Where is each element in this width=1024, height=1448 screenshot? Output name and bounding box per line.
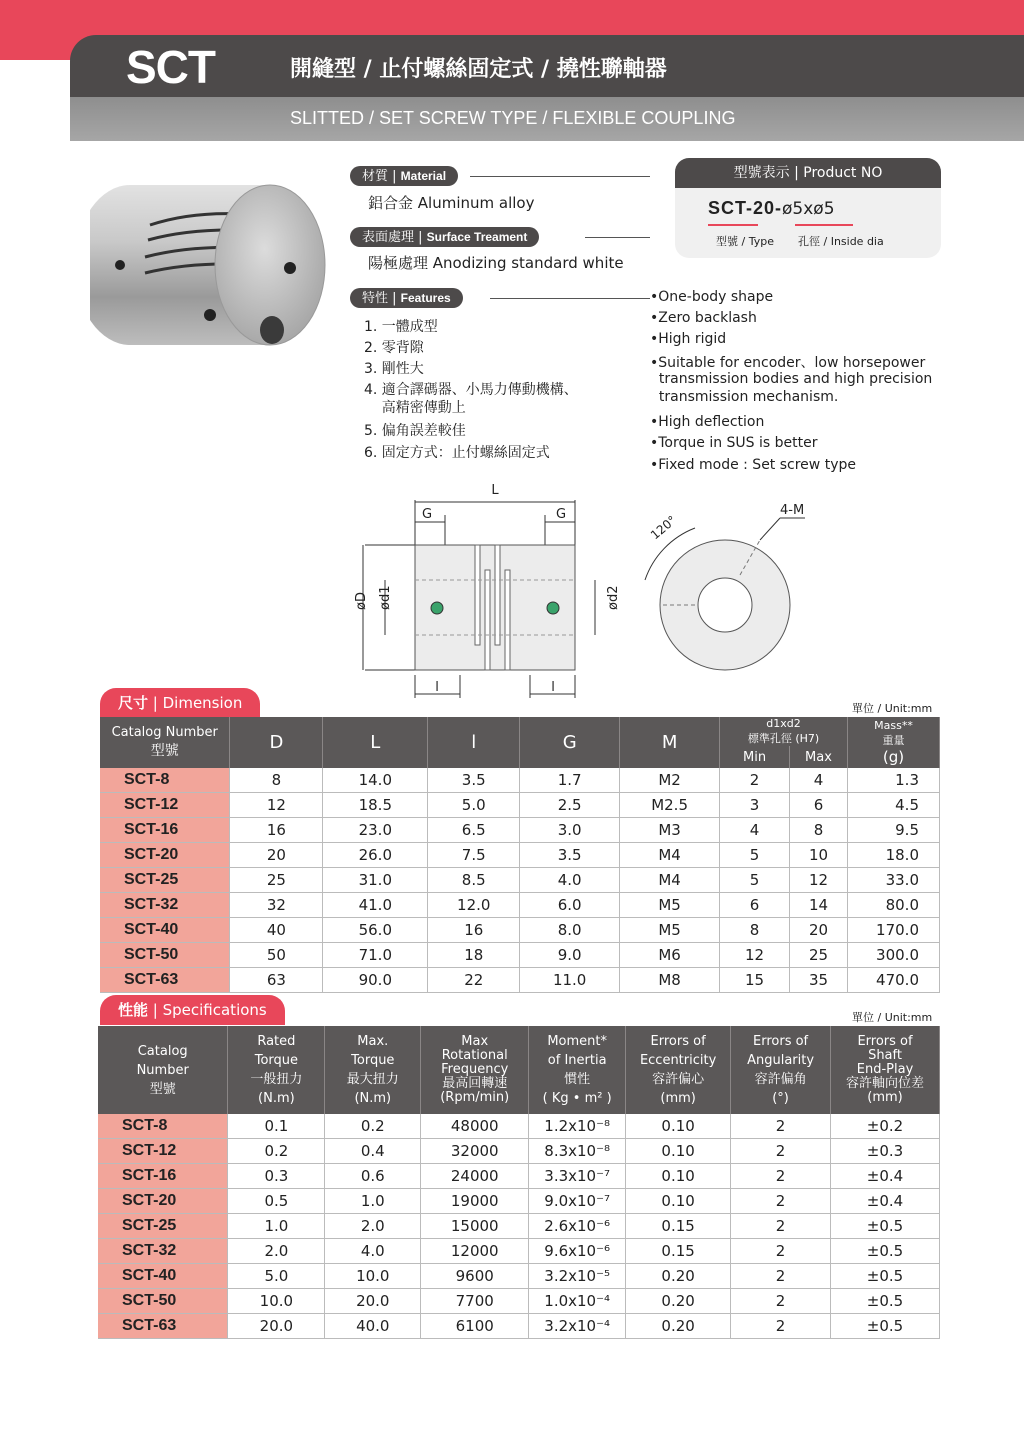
value-cell: 3 xyxy=(720,793,790,818)
value-cell: 80.0 xyxy=(847,893,939,918)
value-cell: 1.7 xyxy=(520,768,620,793)
value-cell: ±0.5 xyxy=(831,1214,940,1239)
value-cell: 12.0 xyxy=(428,893,520,918)
header-line: Eccentricity xyxy=(639,1053,717,1068)
value-cell: ±0.4 xyxy=(831,1164,940,1189)
feature-en: •High rigid xyxy=(650,331,727,347)
features-label: 特性 | Features xyxy=(350,288,463,308)
value-cell: 8 xyxy=(720,918,790,943)
feature-zh: 3. 剛性大 xyxy=(364,361,424,377)
value-cell: 15 xyxy=(720,968,790,993)
model-code: SCT xyxy=(126,41,215,93)
value-cell: 0.20 xyxy=(626,1289,731,1314)
value-cell: 24000 xyxy=(421,1164,529,1189)
value-cell: 3.0 xyxy=(520,818,620,843)
value-cell: 0.15 xyxy=(626,1239,731,1264)
col-mass: Mass** 重量 (g) xyxy=(847,717,939,768)
header-line: 容許軸向位差 xyxy=(846,1076,925,1091)
value-cell: 2 xyxy=(731,1139,831,1164)
col-M: M xyxy=(620,717,720,768)
value-cell: 2 xyxy=(731,1189,831,1214)
divider xyxy=(585,237,650,238)
table-row xyxy=(100,943,940,968)
model-cell: SCT-63 xyxy=(98,1314,228,1339)
value-cell: M2 xyxy=(620,768,720,793)
value-cell: 7700 xyxy=(421,1289,529,1314)
col-min: Min xyxy=(720,746,790,768)
value-cell: 31.0 xyxy=(323,868,428,893)
value-cell: 0.20 xyxy=(626,1264,731,1289)
page-subtitle: SLITTED / SET SCREW TYPE / FLEXIBLE COUPLING xyxy=(290,108,736,128)
technical-drawing xyxy=(335,480,855,700)
header-line: (N.m) xyxy=(354,1091,392,1106)
value-cell: ±0.2 xyxy=(831,1114,940,1139)
spec-col-header xyxy=(626,1026,731,1114)
value-cell: M2.5 xyxy=(620,793,720,818)
feature-zh: 2. 零背隙 xyxy=(364,340,424,356)
value-cell: 0.2 xyxy=(228,1139,325,1164)
value-cell: 6 xyxy=(790,793,848,818)
value-cell: 12000 xyxy=(421,1239,529,1264)
value-cell: M3 xyxy=(620,818,720,843)
value-cell: 4 xyxy=(720,818,790,843)
value-cell: 9.0 xyxy=(520,943,620,968)
feature-zh: 6. 固定方式：止付螺絲固定式 xyxy=(364,445,550,461)
value-cell: 14 xyxy=(790,893,848,918)
header-line: (N.m) xyxy=(258,1091,295,1106)
feature-zh: 1. 一體成型 xyxy=(364,319,438,335)
value-cell: 2 xyxy=(731,1114,831,1139)
value-cell: 25 xyxy=(790,943,848,968)
value-cell: 0.10 xyxy=(626,1189,731,1214)
value-cell: 6.0 xyxy=(520,893,620,918)
value-cell: 3.2x10⁻⁴ xyxy=(529,1314,626,1339)
spec-col-header xyxy=(421,1026,529,1114)
value-cell: M5 xyxy=(620,918,720,943)
specifications-table xyxy=(98,1026,940,1339)
header-line: (Rpm/min) xyxy=(440,1090,510,1105)
value-cell: 10 xyxy=(790,843,848,868)
spec-col-header xyxy=(731,1026,831,1114)
value-cell: 2 xyxy=(731,1264,831,1289)
value-cell: 18.5 xyxy=(323,793,428,818)
dim-d2: ød2 xyxy=(606,585,621,610)
value-cell: 1.0 xyxy=(325,1189,421,1214)
header-line: (mm) xyxy=(867,1090,903,1105)
model-cell: SCT-20 xyxy=(98,1189,228,1214)
value-cell: 2 xyxy=(731,1239,831,1264)
table-row xyxy=(98,1239,940,1264)
table-row xyxy=(100,868,940,893)
feature-en: •Torque in SUS is better xyxy=(650,435,818,451)
model-cell: SCT-32 xyxy=(100,893,230,918)
col-l: l xyxy=(428,717,520,768)
value-cell: 20 xyxy=(230,843,323,868)
value-cell: 41.0 xyxy=(323,893,428,918)
value-cell: 0.4 xyxy=(325,1139,421,1164)
table-row xyxy=(100,968,940,993)
value-cell: M6 xyxy=(620,943,720,968)
header-line: (°) xyxy=(772,1091,789,1106)
value-cell: 14.0 xyxy=(323,768,428,793)
dia-label: 孔徑 / Inside dia xyxy=(798,235,884,248)
value-cell: 20 xyxy=(790,918,848,943)
model-cell: SCT-40 xyxy=(98,1264,228,1289)
value-cell: 2 xyxy=(720,768,790,793)
table-row xyxy=(100,843,940,868)
value-cell: 20.0 xyxy=(228,1314,325,1339)
header-line: Moment* xyxy=(547,1034,607,1049)
header-line: Errors of xyxy=(753,1034,809,1049)
page-title: 開縫型 / 止付螺絲固定式 / 撓性聯軸器 xyxy=(290,57,667,82)
value-cell: 2 xyxy=(731,1214,831,1239)
specifications-unit: 單位 / Unit:mm xyxy=(852,1011,933,1024)
material-value: 鋁合金 Aluminum alloy xyxy=(368,194,535,212)
value-cell: 9600 xyxy=(421,1264,529,1289)
value-cell: 23.0 xyxy=(323,818,428,843)
value-cell: 40.0 xyxy=(325,1314,421,1339)
value-cell: 8.0 xyxy=(520,918,620,943)
spec-col-header xyxy=(325,1026,421,1114)
value-cell: 4.0 xyxy=(325,1239,421,1264)
value-cell: 5.0 xyxy=(428,793,520,818)
col-D: D xyxy=(230,717,323,768)
col-G: G xyxy=(520,717,620,768)
value-cell: M4 xyxy=(620,868,720,893)
dim-l-left: l xyxy=(435,680,439,695)
value-cell: 40 xyxy=(230,918,323,943)
value-cell: 20.0 xyxy=(325,1289,421,1314)
header-line: Frequency xyxy=(441,1062,509,1077)
value-cell: 16 xyxy=(230,818,323,843)
product-no-header: 型號表示 | Product NO xyxy=(675,158,941,188)
value-cell: 1.0 xyxy=(228,1214,325,1239)
value-cell: 470.0 xyxy=(847,968,939,993)
material-label: 材質 | Material xyxy=(350,166,458,186)
value-cell: 8 xyxy=(230,768,323,793)
value-cell: 300.0 xyxy=(847,943,939,968)
surface-value: 陽極處理 Anodizing standard white xyxy=(368,254,624,272)
surface-label: 表面處理 | Surface Treament xyxy=(350,227,539,247)
value-cell: ±0.5 xyxy=(831,1289,940,1314)
value-cell: 32 xyxy=(230,893,323,918)
value-cell: 22 xyxy=(428,968,520,993)
feature-en: •Zero backlash xyxy=(650,310,757,326)
value-cell: 25 xyxy=(230,868,323,893)
value-cell: 4.5 xyxy=(847,793,939,818)
coupling-photo xyxy=(90,165,340,365)
header-line: 最高回轉速 xyxy=(442,1076,508,1091)
header-line: Torque xyxy=(254,1053,299,1068)
spec-col-header xyxy=(98,1026,228,1114)
value-cell: 12 xyxy=(230,793,323,818)
header-line: 一般扭力 xyxy=(250,1072,303,1087)
header-line: Errors of xyxy=(650,1034,706,1049)
header-line: 最大扭力 xyxy=(346,1072,399,1087)
value-cell: 16 xyxy=(428,918,520,943)
value-cell: 6100 xyxy=(421,1314,529,1339)
screws-label: 4-M xyxy=(780,503,805,518)
value-cell: 10.0 xyxy=(325,1264,421,1289)
product-no-code: SCT-20-ø5xø5 xyxy=(708,198,835,219)
header-line: of Inertia xyxy=(547,1053,607,1068)
value-cell: 18.0 xyxy=(847,843,939,868)
value-cell: 9.5 xyxy=(847,818,939,843)
value-cell: 2.5 xyxy=(520,793,620,818)
value-cell: 2 xyxy=(731,1289,831,1314)
model-cell: SCT-20 xyxy=(100,843,230,868)
value-cell: 0.3 xyxy=(228,1164,325,1189)
table-row xyxy=(98,1264,940,1289)
value-cell: 1.2x10⁻⁸ xyxy=(529,1114,626,1139)
dia-underline xyxy=(795,224,853,226)
value-cell: 71.0 xyxy=(323,943,428,968)
spec-col-header xyxy=(228,1026,325,1114)
header-line: 容許偏角 xyxy=(754,1072,807,1087)
value-cell: 0.10 xyxy=(626,1114,731,1139)
model-cell: SCT-16 xyxy=(100,818,230,843)
model-cell: SCT-32 xyxy=(98,1239,228,1264)
value-cell: 3.3x10⁻⁷ xyxy=(529,1164,626,1189)
value-cell: 3.2x10⁻⁵ xyxy=(529,1264,626,1289)
feature-en: transmission mechanism. xyxy=(650,389,839,405)
table-row xyxy=(100,768,940,793)
table-row xyxy=(98,1314,940,1339)
value-cell: M8 xyxy=(620,968,720,993)
col-L: L xyxy=(323,717,428,768)
table-row xyxy=(98,1139,940,1164)
model-cell: SCT-8 xyxy=(100,768,230,793)
value-cell: 170.0 xyxy=(847,918,939,943)
specifications-tag: 性能 | Specifications xyxy=(100,995,285,1025)
value-cell: 0.1 xyxy=(228,1114,325,1139)
header-line: ( Kg • m² ) xyxy=(542,1091,612,1106)
header-line: 型號 xyxy=(149,1081,176,1097)
value-cell: 6 xyxy=(720,893,790,918)
header-line: Rotational xyxy=(441,1048,508,1063)
table-row xyxy=(98,1289,940,1314)
model-cell: SCT-12 xyxy=(98,1139,228,1164)
model-cell: SCT-50 xyxy=(98,1289,228,1314)
value-cell: 8.3x10⁻⁸ xyxy=(529,1139,626,1164)
value-cell: 56.0 xyxy=(323,918,428,943)
dim-D: øD xyxy=(354,592,369,610)
value-cell: 33.0 xyxy=(847,868,939,893)
model-cell: SCT-12 xyxy=(100,793,230,818)
model-cell: SCT-8 xyxy=(98,1114,228,1139)
value-cell: 11.0 xyxy=(520,968,620,993)
value-cell: 9.0x10⁻⁷ xyxy=(529,1189,626,1214)
header-line: Max xyxy=(461,1034,489,1049)
divider xyxy=(470,176,650,177)
dim-l-right: l xyxy=(551,680,555,695)
header-line: End-Play xyxy=(856,1062,914,1077)
value-cell: 90.0 xyxy=(323,968,428,993)
divider xyxy=(490,298,650,299)
feature-en: •Fixed mode : Set screw type xyxy=(650,457,856,473)
value-cell: 63 xyxy=(230,968,323,993)
header-line: Torque xyxy=(351,1053,395,1068)
value-cell: 19000 xyxy=(421,1189,529,1214)
dim-d1: ød1 xyxy=(378,585,393,610)
value-cell: 0.15 xyxy=(626,1214,731,1239)
value-cell: 8 xyxy=(790,818,848,843)
value-cell: 0.10 xyxy=(626,1139,731,1164)
value-cell: M5 xyxy=(620,893,720,918)
value-cell: 0.20 xyxy=(626,1314,731,1339)
feature-en: transmission bodies and high precision xyxy=(650,371,933,387)
value-cell: 10.0 xyxy=(228,1289,325,1314)
table-row xyxy=(98,1164,940,1189)
value-cell: 6.5 xyxy=(428,818,520,843)
value-cell: 2.0 xyxy=(228,1239,325,1264)
value-cell: 1.3 xyxy=(847,768,939,793)
type-underline xyxy=(708,224,758,226)
value-cell: M4 xyxy=(620,843,720,868)
header-line: Shaft xyxy=(868,1048,902,1063)
table-row xyxy=(98,1114,940,1139)
feature-zh: 4. 適合譯碼器、小馬力傳動機構、 xyxy=(364,382,578,398)
table-row xyxy=(98,1189,940,1214)
header-line: Max. xyxy=(357,1034,389,1049)
model-cell: SCT-63 xyxy=(100,968,230,993)
value-cell: 5.0 xyxy=(228,1264,325,1289)
col-bore: d1xd2 標準孔徑 (H7) xyxy=(720,717,848,746)
value-cell: ±0.3 xyxy=(831,1139,940,1164)
value-cell: 9.6x10⁻⁶ xyxy=(529,1239,626,1264)
value-cell: 0.10 xyxy=(626,1164,731,1189)
header-line: 容許偏心 xyxy=(652,1072,705,1087)
table-row xyxy=(100,918,940,943)
header-line: Number xyxy=(136,1062,189,1078)
value-cell: 0.5 xyxy=(228,1189,325,1214)
feature-en: •High deflection xyxy=(650,414,765,430)
feature-zh: 高精密傳動上 xyxy=(364,400,466,416)
value-cell: 0.6 xyxy=(325,1164,421,1189)
value-cell: 2.6x10⁻⁶ xyxy=(529,1214,626,1239)
value-cell: 18 xyxy=(428,943,520,968)
value-cell: 15000 xyxy=(421,1214,529,1239)
table-row xyxy=(100,793,940,818)
header-line: 慣性 xyxy=(564,1072,591,1087)
value-cell: 3.5 xyxy=(428,768,520,793)
model-cell: SCT-16 xyxy=(98,1164,228,1189)
model-cell: SCT-50 xyxy=(100,943,230,968)
dimension-table xyxy=(100,717,940,993)
value-cell: 4 xyxy=(790,768,848,793)
feature-zh: 5. 偏角誤差較佳 xyxy=(364,423,466,439)
model-cell: SCT-40 xyxy=(100,918,230,943)
value-cell: ±0.5 xyxy=(831,1314,940,1339)
value-cell: 2 xyxy=(731,1164,831,1189)
value-cell: 2 xyxy=(731,1314,831,1339)
dim-L: L xyxy=(491,483,499,498)
value-cell: ±0.4 xyxy=(831,1189,940,1214)
value-cell: 3.5 xyxy=(520,843,620,868)
value-cell: 0.2 xyxy=(325,1114,421,1139)
header-line: Angularity xyxy=(747,1053,815,1068)
dimension-unit: 單位 / Unit:mm xyxy=(852,702,933,715)
value-cell: 4.0 xyxy=(520,868,620,893)
table-row xyxy=(98,1214,940,1239)
dimension-tag: 尺寸 | Dimension xyxy=(100,688,260,718)
value-cell: 35 xyxy=(790,968,848,993)
value-cell: 12 xyxy=(720,943,790,968)
feature-en: •Suitable for encoder、low horsepower xyxy=(650,355,926,371)
value-cell: 7.5 xyxy=(428,843,520,868)
value-cell: 32000 xyxy=(421,1139,529,1164)
value-cell: ±0.5 xyxy=(831,1264,940,1289)
value-cell: 50 xyxy=(230,943,323,968)
spec-col-header xyxy=(831,1026,940,1114)
header-line: (mm) xyxy=(660,1091,696,1106)
value-cell: 8.5 xyxy=(428,868,520,893)
header-line: Errors of xyxy=(857,1034,913,1049)
header-line: Catalog xyxy=(137,1043,188,1059)
dim-G-right: G xyxy=(555,507,567,522)
dim-G-left: G xyxy=(421,507,433,522)
table-row xyxy=(100,818,940,843)
feature-en: •One-body shape xyxy=(650,289,774,305)
type-label: 型號 / Type xyxy=(716,235,774,248)
model-cell: SCT-25 xyxy=(100,868,230,893)
spec-col-header xyxy=(529,1026,626,1114)
angle-label: 120° xyxy=(647,512,680,543)
value-cell: 1.0x10⁻⁴ xyxy=(529,1289,626,1314)
value-cell: 5 xyxy=(720,868,790,893)
value-cell: 2.0 xyxy=(325,1214,421,1239)
header-line: Rated xyxy=(257,1034,296,1049)
value-cell: 48000 xyxy=(421,1114,529,1139)
value-cell: 5 xyxy=(720,843,790,868)
value-cell: 12 xyxy=(790,868,848,893)
table-row xyxy=(100,893,940,918)
col-max: Max xyxy=(790,746,848,768)
value-cell: 26.0 xyxy=(323,843,428,868)
model-cell: SCT-25 xyxy=(98,1214,228,1239)
col-catalog: Catalog Number 型號 xyxy=(100,717,230,768)
value-cell: ±0.5 xyxy=(831,1239,940,1264)
